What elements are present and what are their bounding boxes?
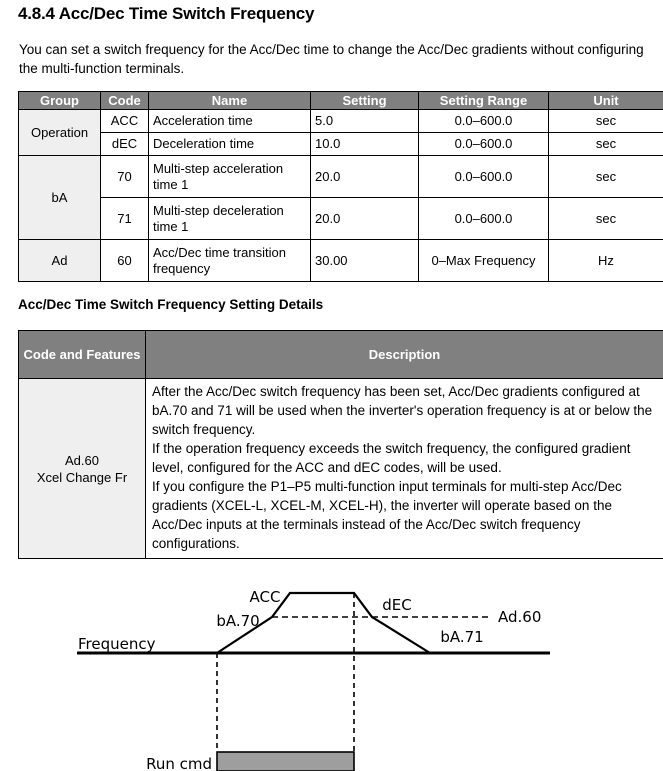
ba70-label: bA.70: [216, 612, 260, 630]
table-row: [19, 110, 663, 133]
cell-name: Acceleration time: [149, 110, 311, 133]
ad60-label: Ad.60: [498, 608, 542, 626]
code-label: Ad.60: [65, 452, 99, 468]
cell-range: 0.0–600.0: [419, 198, 549, 240]
cell-unit: sec: [549, 198, 663, 240]
cell-group: bA: [19, 156, 101, 240]
col-header-name: Name: [149, 92, 311, 110]
cell-setting: 5.0: [311, 110, 419, 133]
ba71-label: bA.71: [440, 628, 484, 646]
cell-code: 71: [101, 198, 149, 240]
run-cmd-bar: [217, 752, 354, 771]
cell-range: 0.0–600.0: [419, 133, 549, 156]
cell-setting: 20.0: [311, 156, 419, 198]
table-row: [19, 240, 663, 282]
table-header-row: [19, 331, 663, 379]
cell-group: Ad: [19, 240, 101, 282]
cell-range: 0.0–600.0: [419, 110, 549, 133]
col-header-setting-range: Setting Range: [419, 92, 549, 110]
cell-range: 0–Max Frequency: [419, 240, 549, 282]
dec-label: dEC: [382, 596, 412, 614]
cell-group: Operation: [19, 110, 101, 156]
col-header-setting: Setting: [311, 92, 419, 110]
col-header-unit: Unit: [549, 92, 663, 110]
cell-unit: sec: [549, 133, 663, 156]
cell-unit: sec: [549, 110, 663, 133]
intro-paragraph: You can set a switch frequency for the Acc/Dec time to change the Acc/Dec gradients without configuring the multi-function terminals.: [19, 42, 644, 76]
description-paragraph: If you configure the P1–P5 multi-function input terminals for multi-step Acc/Dec gradients (XCEL-L, XCEL-M, XCEL-H), the inverter will operate based on the Acc/Dec inputs at the terminals instead of the Acc/Dec switch frequency configurations.: [152, 479, 622, 551]
cell-name: Multi-step deceleration time 1: [149, 198, 311, 240]
cell-setting: 20.0: [311, 198, 419, 240]
cell-code: 70: [101, 156, 149, 198]
cell-setting: 10.0: [311, 133, 419, 156]
col-header-code: Code: [101, 92, 149, 110]
col-header-description: Description: [146, 331, 663, 379]
table-row: [19, 198, 663, 240]
cell-setting: 30.00: [311, 240, 419, 282]
cell-description: [146, 379, 663, 559]
cell-unit: sec: [549, 156, 663, 198]
col-header-code-and-features: Code and Features: [19, 331, 146, 379]
table-row: [19, 133, 663, 156]
cell-code-features: [19, 379, 146, 559]
run-cmd-label: Run cmd: [146, 755, 212, 771]
cell-range: 0.0–600.0: [419, 156, 549, 198]
cell-name: Multi-step acceleration time 1: [149, 156, 311, 198]
cell-unit: Hz: [549, 240, 663, 282]
frequency-axis-label: Frequency: [78, 635, 156, 653]
description-paragraph: If the operation frequency exceeds the switch frequency, the configured gradient level, configured for the ACC and dEC codes, will be used.: [152, 441, 631, 475]
cell-name: Deceleration time: [149, 133, 311, 156]
details-section-title: Acc/Dec Time Switch Frequency Setting Details: [18, 297, 324, 312]
cell-code: ACC: [101, 110, 149, 133]
cell-code: dEC: [101, 133, 149, 156]
description-paragraph: After the Acc/Dec switch frequency has been set, Acc/Dec gradients configured at bA.70 and 71 will be used when the inverter's operation frequency is at or below the switch frequency.: [152, 384, 653, 437]
acc-label: ACC: [249, 588, 281, 606]
table-row: [19, 379, 663, 559]
cell-name: Acc/Dec time transition frequency: [149, 240, 311, 282]
table-header-row: [19, 92, 663, 110]
page-title: 4.8.4 Acc/Dec Time Switch Frequency: [18, 4, 315, 23]
table-row: [19, 156, 663, 198]
parameter-table: [18, 91, 663, 282]
details-table: [18, 330, 663, 559]
feature-label: Xcel Change Fr: [36, 469, 128, 485]
cell-code: 60: [101, 240, 149, 282]
acc-dec-timing-diagram: [0, 570, 663, 771]
col-header-group: Group: [19, 92, 101, 110]
